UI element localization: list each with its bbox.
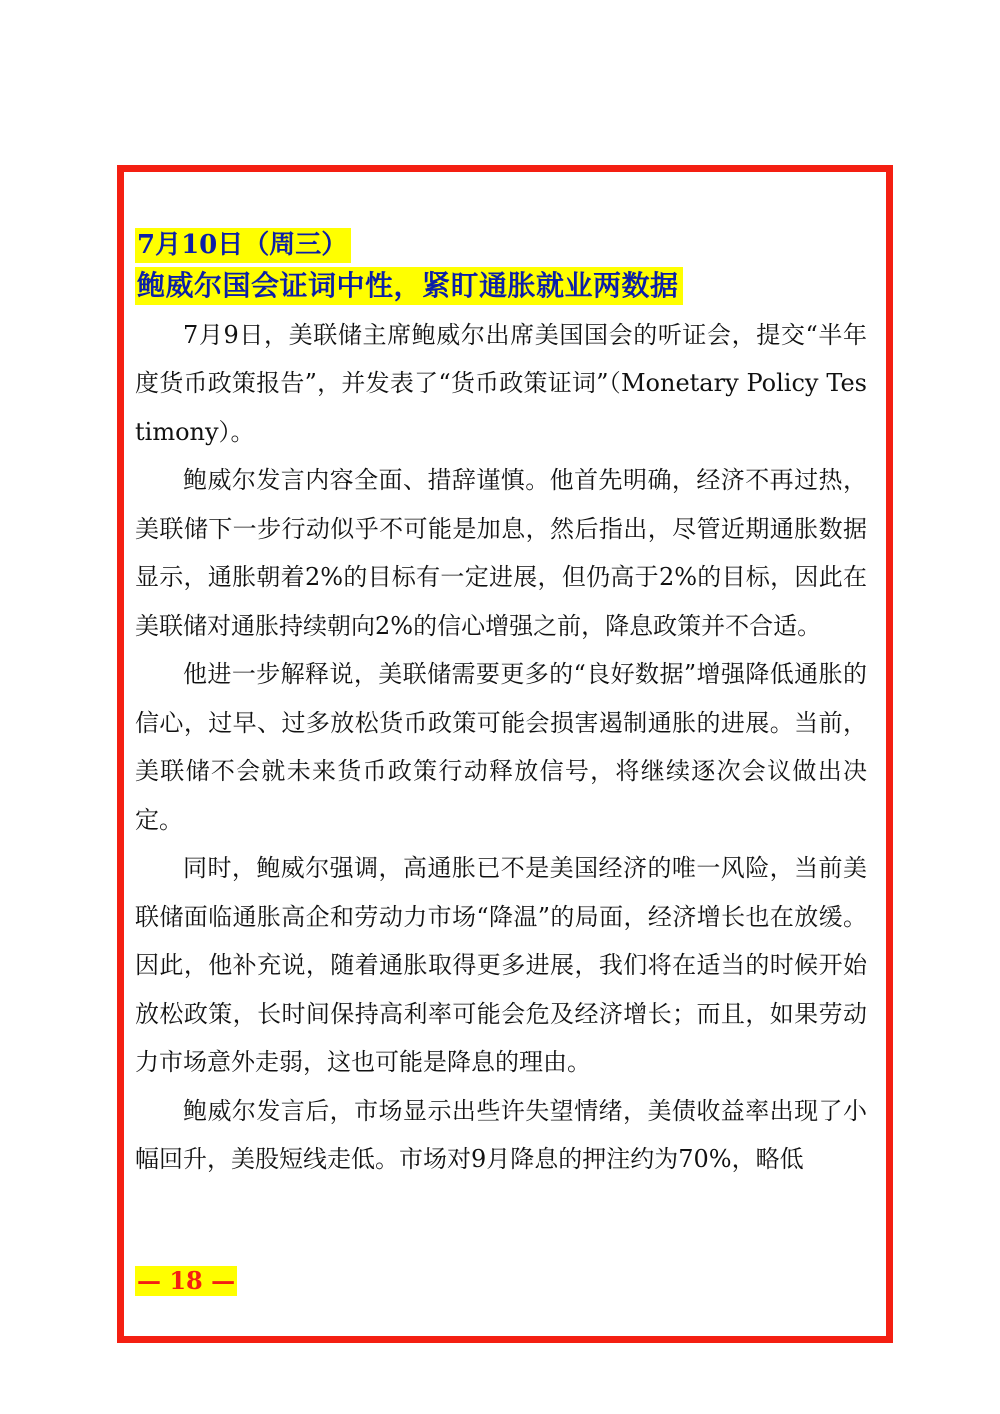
article — [135, 228, 867, 1184]
paragraph-3: 他进一步解释说，美联储需要更多的“良好数据”增强降低通胀的信心，过早、过多放松货币政策可能会损害遏制通胀的进展。当前，美联储不会就未来货币政策行动释放信号，将继续逐次会议做出决定。 — [135, 660, 867, 834]
article-body — [135, 311, 867, 1184]
article-date: 7月10日（周三） — [135, 228, 351, 263]
paragraph-5: 鲍威尔发言后，市场显示出些许失望情绪，美债收益率出现了小幅回升，美股短线走低。市场对9月降息的押注约为70%，略低 — [135, 1096, 867, 1174]
paragraph-1: 7月9日，美联储主席鲍威尔出席美国国会的听证会，提交“半年度货币政策报告”，并发表了“货币政策证词”（Monetary Policy Testimony）。 — [135, 320, 867, 446]
article-headline: 鲍威尔国会证词中性，紧盯通胀就业两数据 — [135, 267, 683, 305]
page-number: — 18 — — [137, 1266, 236, 1295]
paragraph-2: 鲍威尔发言内容全面、措辞谨慎。他首先明确，经济不再过热，美联储下一步行动似乎不可能是加息，然后指出，尽管近期通胀数据显示，通胀朝着2%的目标有一定进展，但仍高于2%的目标，因此在美联储对通胀持续朝向2%的信心增强之前，降息政策并不合适。 — [135, 466, 867, 640]
paragraph-4: 同时，鲍威尔强调，高通胀已不是美国经济的唯一风险，当前美联储面临通胀高企和劳动力市场“降温”的局面，经济增长也在放缓。因此，他补充说，随着通胀取得更多进展，我们将在适当的时候开始放松政策，长时间保持高利率可能会危及经济增长；而且，如果劳动力市场意外走弱，这也可能是降息的理由。 — [135, 854, 867, 1077]
